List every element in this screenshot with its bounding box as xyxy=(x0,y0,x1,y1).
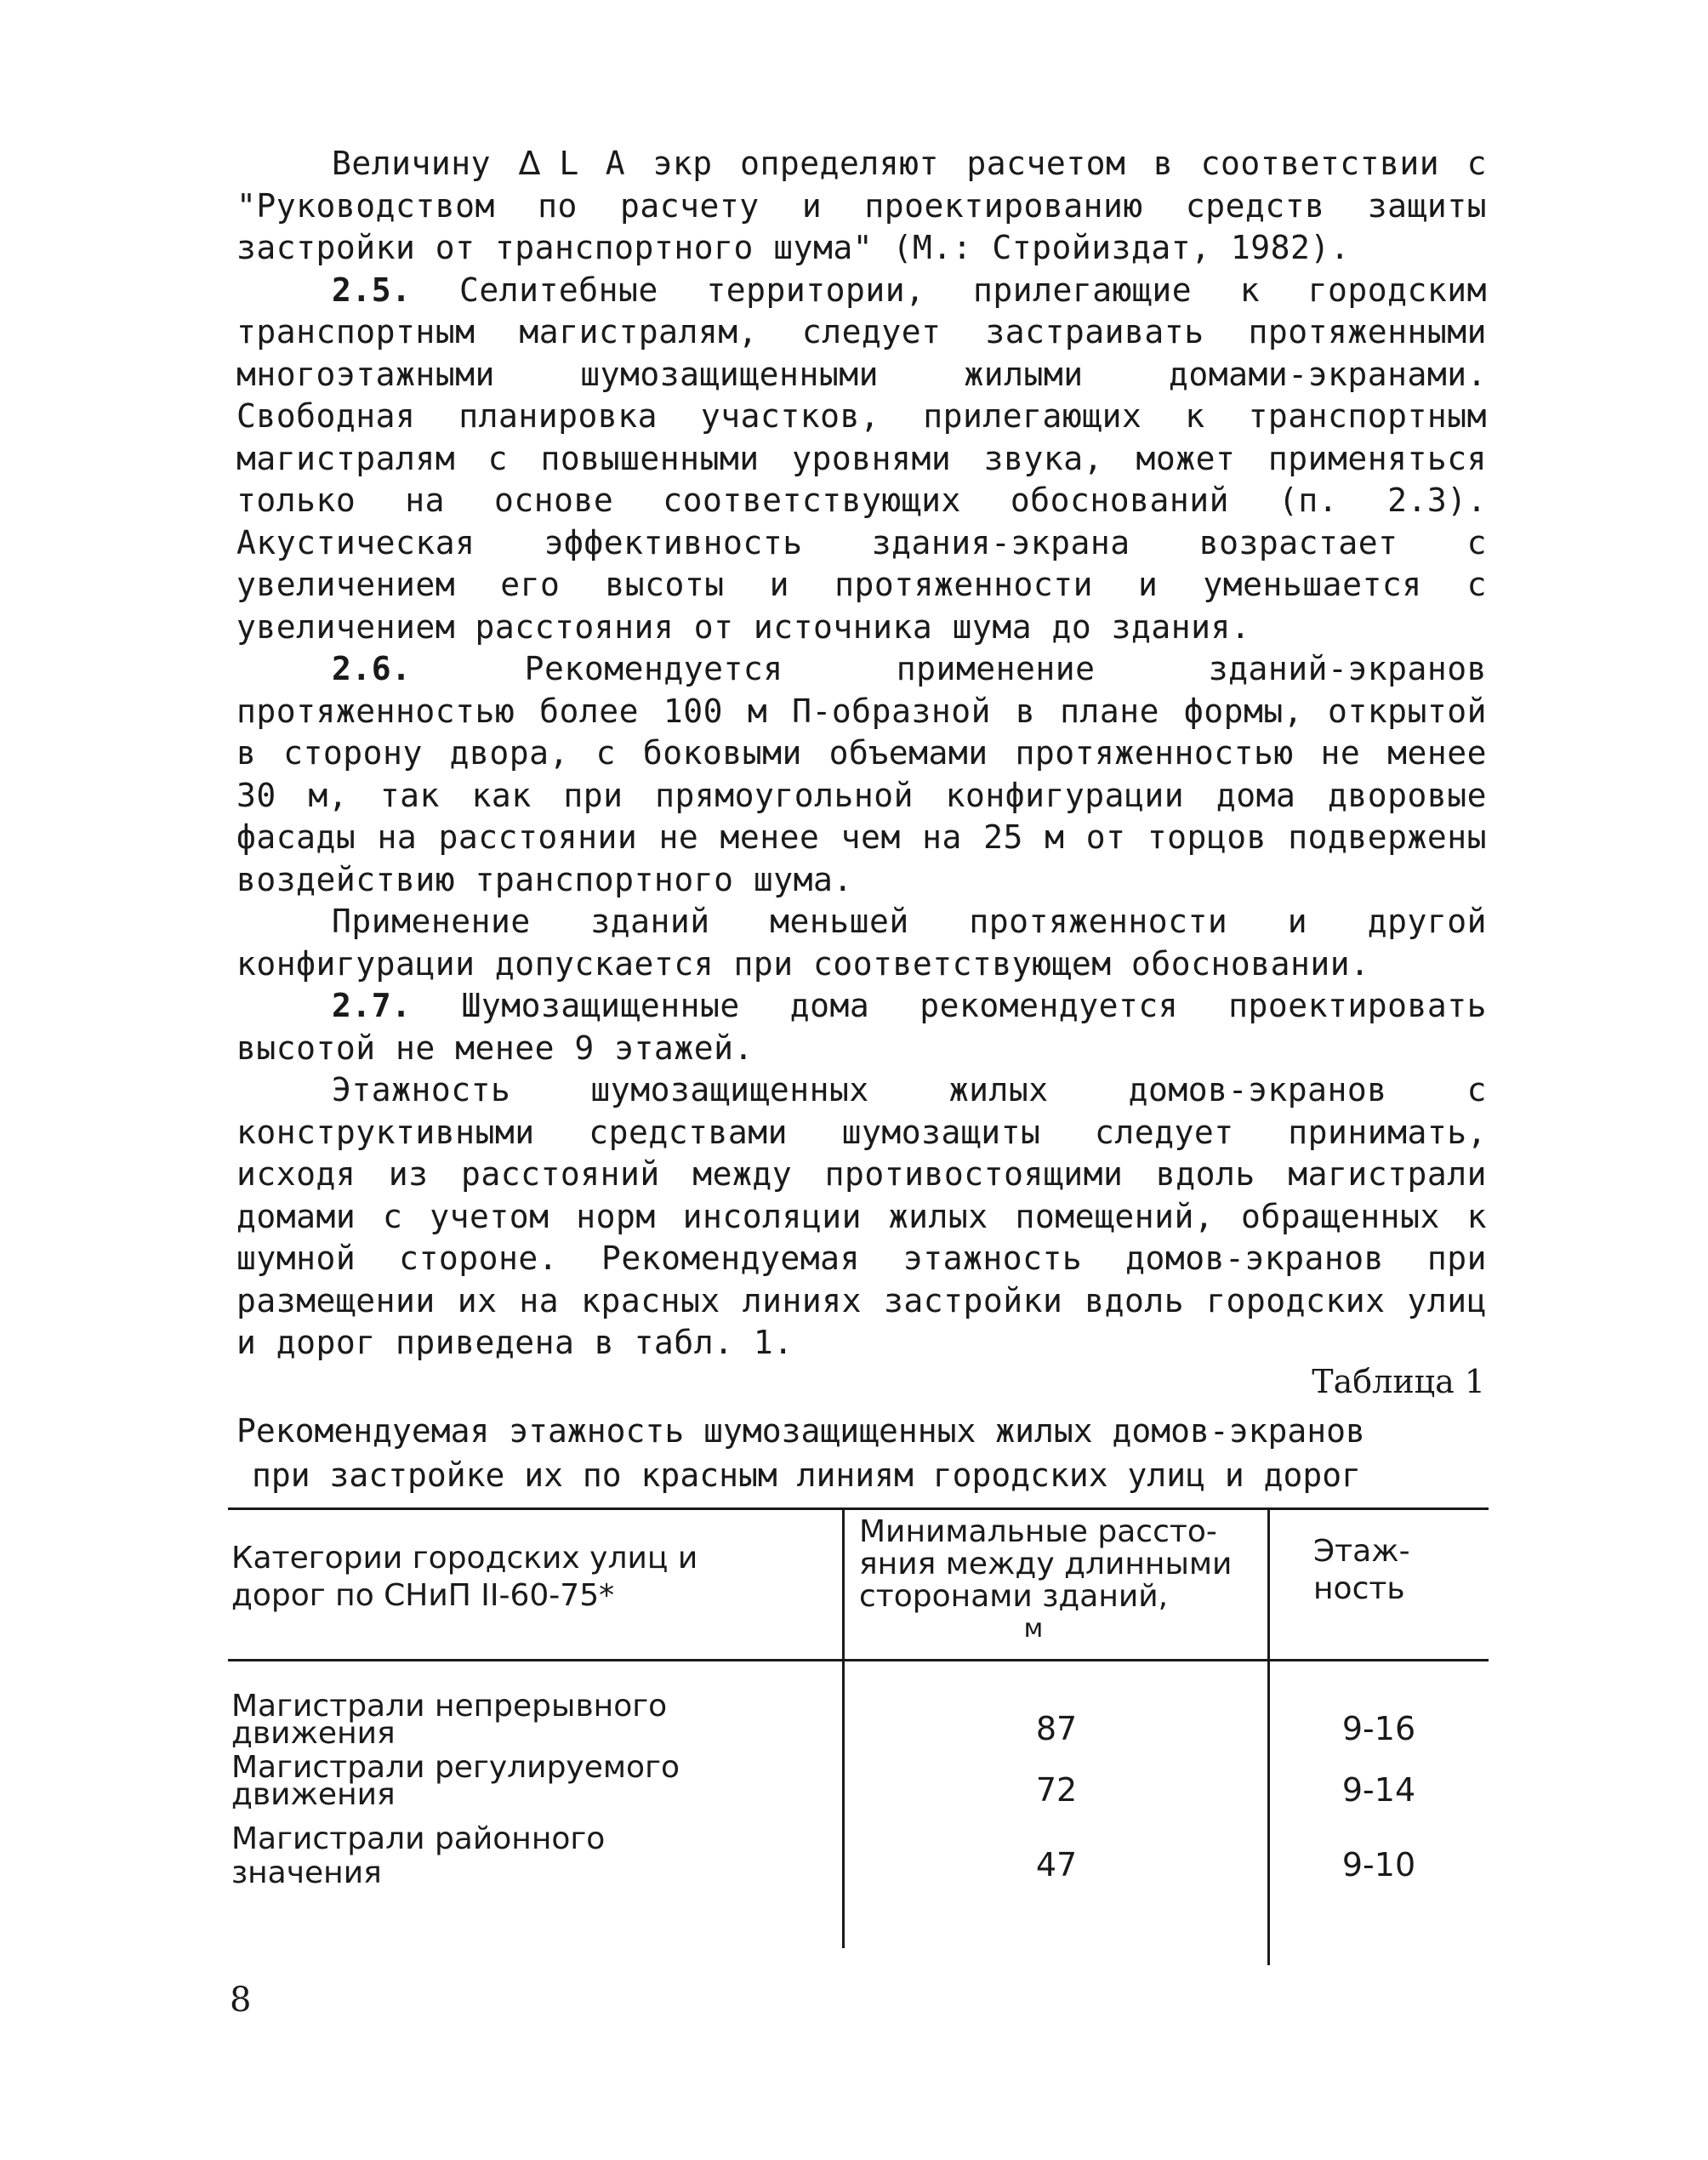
table-label: Таблица 1 xyxy=(1312,1363,1485,1400)
table-row-2-floors: 9-14 xyxy=(1341,1771,1416,1809)
paragraph-2-5-text: Селитебные территории, прилегающие к городским транспортным магистралям, следует застраивать протяженными многоэтажными шумозащищенными жилыми домами-экранами. Свободная планировка участков, прилегающих к транспортным магистралям с повышенными уровнями звука, может применяться только на основе соответствующих обоснований (п. 2.3). Акустическая эффективность здания-экрана возрастает с увеличением его высоты и протяженности и уменьшается с увеличением расстояния от источника шума до здания. xyxy=(236,271,1487,646)
table-top-border xyxy=(228,1507,1489,1510)
table-header-border xyxy=(228,1659,1489,1661)
paragraph-2-6-cont-text: Применение зданий меньшей протяженности и другой конфигурации допускается при соответствующем обосновании. xyxy=(236,903,1487,983)
row-2-category-line-2: движения xyxy=(231,1777,396,1812)
header-category xyxy=(231,1540,827,1615)
paragraph-2-7-text: Шумозащищенные дома рекомендуется проектировать высотой не менее 9 этажей. xyxy=(236,987,1487,1067)
paragraph-2-6-cont xyxy=(236,901,1487,985)
row-1-category-line-1: Магистрали непрерывного xyxy=(231,1689,668,1724)
p1-lead: Величину xyxy=(332,145,519,182)
table-row-1-floors: 9-16 xyxy=(1341,1710,1416,1747)
header-distance-unit: м xyxy=(1023,1614,1044,1644)
section-number-2-7: 2.7. xyxy=(332,987,412,1024)
header-distance-line-1: Минимальные рассто- xyxy=(859,1514,1217,1549)
table-row-3-category xyxy=(231,1822,827,1890)
section-number-2-5: 2.5. xyxy=(332,271,412,309)
paragraph-2-6-text: Рекомендуется применение зданий-экранов протяженностью более 100 м П-образной в плане формы, открытой в сторону двора, с боковыми объемами протяженностью не менее 30 м, так как при прямоугольной конфигурации дома дворовые фасады на расстоянии не менее чем на 25 м от торцов подвержены воздействию транспортного шума. xyxy=(236,650,1487,898)
page-number: 8 xyxy=(230,1980,252,2020)
header-distance-line-3: сторонами зданий, xyxy=(859,1579,1169,1614)
paragraph-2-7-cont xyxy=(236,1069,1487,1365)
header-distance xyxy=(859,1516,1259,1645)
header-floors xyxy=(1313,1533,1466,1608)
table-row-3-floors: 9-10 xyxy=(1341,1846,1416,1884)
table xyxy=(228,1507,1489,1967)
table-row-1-distance: 87 xyxy=(1035,1710,1078,1747)
table-title-line-2: при застройке их по красным линиям городских улиц и дорог xyxy=(252,1456,1362,1494)
table-row-1-category xyxy=(231,1689,827,1751)
row-1-category-line-2: движения xyxy=(231,1716,396,1751)
body-text xyxy=(236,143,1487,1365)
header-category-line-2: дорог по СНиП II-60-75* xyxy=(231,1578,615,1613)
paragraph-2-7 xyxy=(236,985,1487,1069)
row-3-category-line-2: значения xyxy=(231,1855,382,1890)
table-title xyxy=(236,1409,1487,1497)
table-row-2-category xyxy=(231,1750,827,1812)
row-3-category-line-1: Магистрали районного xyxy=(231,1821,606,1856)
paragraph-1 xyxy=(236,143,1487,270)
paragraph-2-7-cont-text: Этажность шумозащищенных жилых домов-экранов с конструктивными средствами шумозащиты следует принимать, исходя из расстояний между противостоящими вдоль магистрали домами с учетом норм инсоляции жилых помещений, обращенных к шумной стороне. Рекомендуемая этажность домов-экранов при размещении их на красных линиях застройки вдоль городских улиц и дорог приведена в табл. 1. xyxy=(236,1071,1487,1361)
header-floors-line-1: Этаж- xyxy=(1313,1534,1410,1569)
section-number-2-6: 2.6. xyxy=(332,650,412,687)
p1-rest: определяют расчетом в соответствии с "Руководством по расчету и проектированию средств защиты застройки от транспортного шума" (М.: Стройиздат, 1982). xyxy=(236,145,1488,266)
delta-l-symbol: Δ L xyxy=(518,145,578,182)
row-2-category-line-1: Магистрали регулируемого xyxy=(231,1750,680,1785)
table-title-line-1: Рекомендуемая этажность шумозащищенных жилых домов-экранов xyxy=(236,1412,1365,1450)
p1-subscript: А экр xyxy=(605,145,713,182)
table-row-3-distance: 47 xyxy=(1035,1846,1078,1884)
paragraph-2-6 xyxy=(236,648,1487,901)
table-row-2-distance: 72 xyxy=(1035,1771,1078,1809)
header-category-line-1: Категории городских улиц и xyxy=(231,1541,698,1576)
paragraph-2-5 xyxy=(236,270,1487,649)
header-floors-line-2: ность xyxy=(1313,1571,1405,1606)
header-distance-line-2: яния между длинными xyxy=(859,1547,1233,1582)
